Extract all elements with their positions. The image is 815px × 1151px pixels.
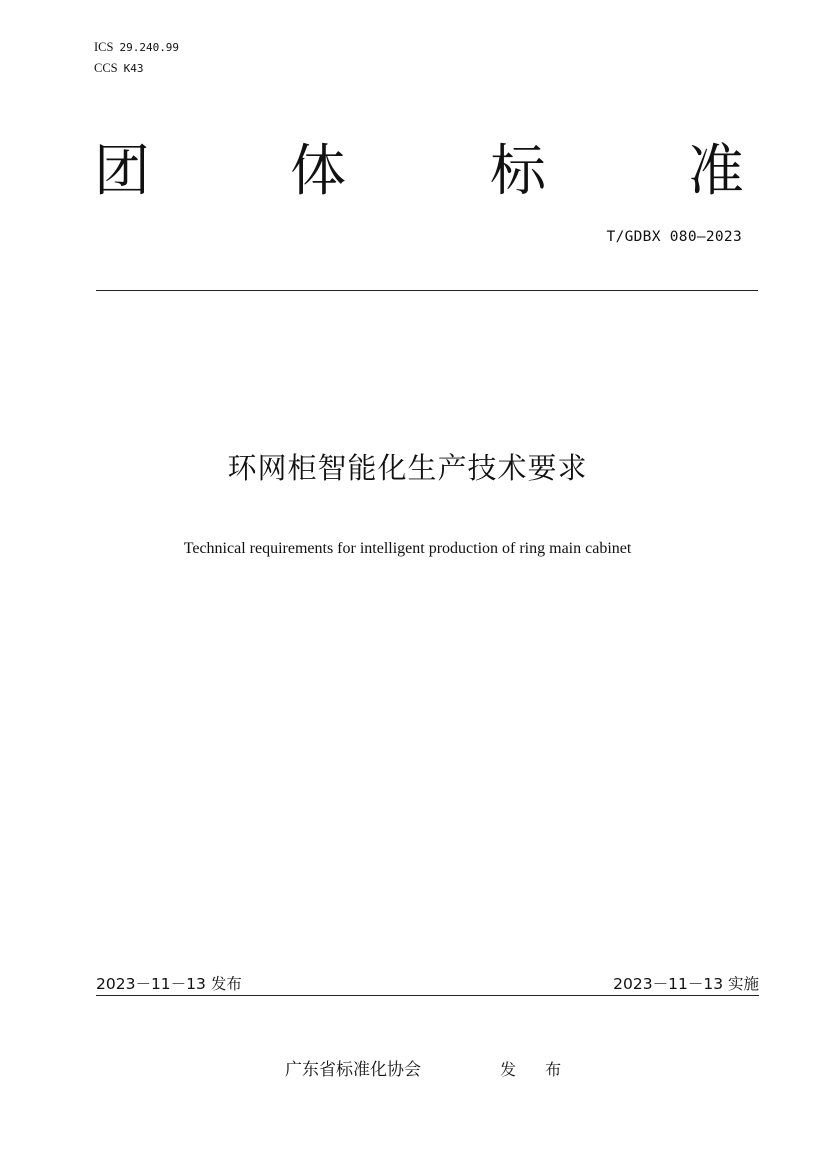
standard-type-char: 标 [490,139,546,204]
ccs-label: CCS [94,61,118,75]
document-title-chinese: 环网柜智能化生产技术要求 [227,451,588,485]
standard-type-char: 团 [94,139,150,204]
publisher-name: 广东省标准化协会 [285,1060,421,1080]
ics-value: 29.240.99 [119,41,180,54]
publish-label: 发 布 [500,1060,574,1079]
standard-type-char: 体 [290,139,346,204]
implementation-date: 2023－11－13 实施 [613,975,759,993]
document-title-english: Technical requirements for intelligent production of ring main cabinet [183,540,632,557]
standard-type-char: 准 [688,139,744,204]
bottom-divider [96,995,759,996]
ics-label: ICS [94,40,114,54]
ics-code [94,40,179,55]
ccs-code [94,61,144,76]
standard-number: T/GDBX 080—2023 [606,229,742,245]
top-divider [96,290,758,291]
ccs-value: K43 [123,62,144,75]
issue-date: 2023－11－13 发布 [96,975,242,993]
